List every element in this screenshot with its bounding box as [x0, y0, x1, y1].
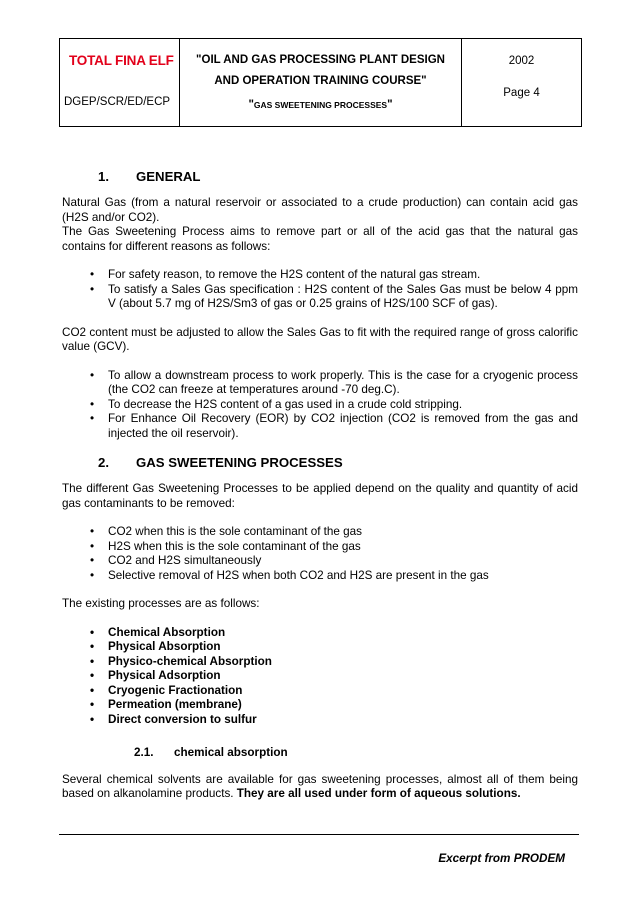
bullet-list [62, 268, 578, 312]
list-item: • Physical Adsorption [90, 669, 221, 682]
footer-divider [59, 834, 579, 835]
paragraph: Natural Gas (from a natural reservoir or associated to a crude production) can contain acid gas (H2S and/or CO2). [62, 196, 578, 224]
list-item: • Permeation (membrane) [90, 698, 242, 711]
department-code: DGEP/SCR/ED/ECP [64, 96, 171, 108]
list-item: • Selective removal of H2S when both CO2 and H2S are present in the gas [90, 568, 489, 582]
bullet-list [62, 525, 578, 583]
course-title-line1: "OIL AND GAS PROCESSING PLANT DESIGN [196, 54, 445, 66]
bullet-glyph: • [90, 539, 95, 553]
list-item: • To satisfy a Sales Gas specification : H2S content of the Sales Gas must be below 4 ppm V (about 5.7 mg of H2S/Sm3 of gas or 0.25 grains of H2S/100 SCF of gas). [90, 282, 578, 310]
bullet-glyph: • [90, 268, 95, 281]
list-item: • To allow a downstream process to work properly. This is the case for a cryogenic process (the CO2 can freeze at temperatures around -70 deg.C). [90, 368, 578, 396]
list-item: • For Enhance Oil Recovery (EOR) by CO2 injection (CO2 is removed from the gas and injected the oil reservoir). [90, 412, 578, 440]
section-number: 2. [98, 455, 109, 470]
paragraph: The existing processes are as follows: [62, 597, 260, 610]
list-item: • Cryogenic Fractionation [90, 683, 243, 697]
bullet-glyph: • [90, 654, 95, 668]
section-heading-general [98, 170, 578, 190]
bullet-glyph: • [90, 698, 95, 711]
bullet-glyph: • [90, 712, 95, 726]
course-title-line2: AND OPERATION TRAINING COURSE" [214, 75, 427, 87]
list-item: • CO2 when this is the sole contaminant of the gas [90, 525, 363, 538]
section-title: GAS SWEETENING PROCESSES [136, 455, 343, 470]
paragraph: Several chemical solvents are available for gas sweetening processes, almost all of them being based on alkanolamine products. They are all used under form of aqueous solutions. [62, 772, 578, 800]
subsection-title: chemical absorption [174, 746, 288, 759]
header-right-cell [462, 39, 581, 126]
bullet-glyph: • [90, 669, 95, 682]
subsection-number: 2.1. [134, 746, 154, 759]
list-item: • To decrease the H2S content of a gas used in a crude cold stripping. [90, 397, 463, 411]
subsection-heading-chemical-absorption [134, 746, 578, 761]
paragraph: The Gas Sweetening Process aims to remove part or all of the acid gas that the natural gas contains for different reasons as follows: [62, 225, 578, 253]
bullet-glyph: • [90, 525, 95, 538]
subtitle-text: GAS SWEETENING PROCESSES [253, 100, 388, 110]
footer-text: Excerpt from PRODEM [438, 852, 565, 865]
paragraph: CO2 content must be adjusted to allow the Sales Gas to fit with the required range of gross calorific value (GCV). [62, 325, 578, 353]
bullet-glyph: • [90, 554, 95, 567]
bullet-glyph: • [90, 640, 95, 653]
bullet-list [62, 369, 578, 442]
page-number: Page 4 [503, 87, 540, 99]
subtitle-quote-open: " [248, 99, 254, 111]
bullet-glyph: • [90, 683, 95, 697]
bullet-glyph: • [90, 368, 95, 382]
list-item: • Chemical Absorption [90, 625, 226, 639]
document-subtitle [180, 95, 461, 113]
subtitle-quote-close: " [387, 99, 393, 111]
section-heading-gas-sweetening [98, 456, 578, 476]
bullet-glyph: • [90, 625, 95, 639]
list-item: • H2S when this is the sole contaminant of the gas [90, 539, 361, 553]
section-number: 1. [98, 169, 109, 184]
emphasis-text: They are all used under form of aqueous solutions. [236, 787, 521, 800]
list-item: • Physical Absorption [90, 640, 221, 653]
paragraph: The different Gas Sweetening Processes to be applied depend on the quality and quantity of acid gas contaminants to be removed: [62, 482, 578, 510]
list-item: • Physico-chemical Absorption [90, 654, 272, 668]
company-logo: TOTAL FINA ELF [69, 53, 174, 68]
document-body [62, 170, 578, 802]
bullet-glyph: • [90, 568, 95, 582]
list-item: • CO2 and H2S simultaneously [90, 554, 262, 567]
bullet-glyph: • [90, 397, 95, 411]
header-left-cell [60, 39, 180, 126]
bullet-glyph: • [90, 412, 95, 425]
list-item: • For safety reason, to remove the H2S content of the natural gas stream. [90, 268, 481, 281]
header-title-cell [180, 39, 462, 126]
process-list [62, 626, 578, 728]
page-header [59, 38, 582, 127]
document-year: 2002 [508, 55, 535, 67]
section-title: GENERAL [136, 169, 201, 184]
bullet-glyph: • [90, 282, 95, 296]
list-item: • Direct conversion to sulfur [90, 712, 257, 726]
